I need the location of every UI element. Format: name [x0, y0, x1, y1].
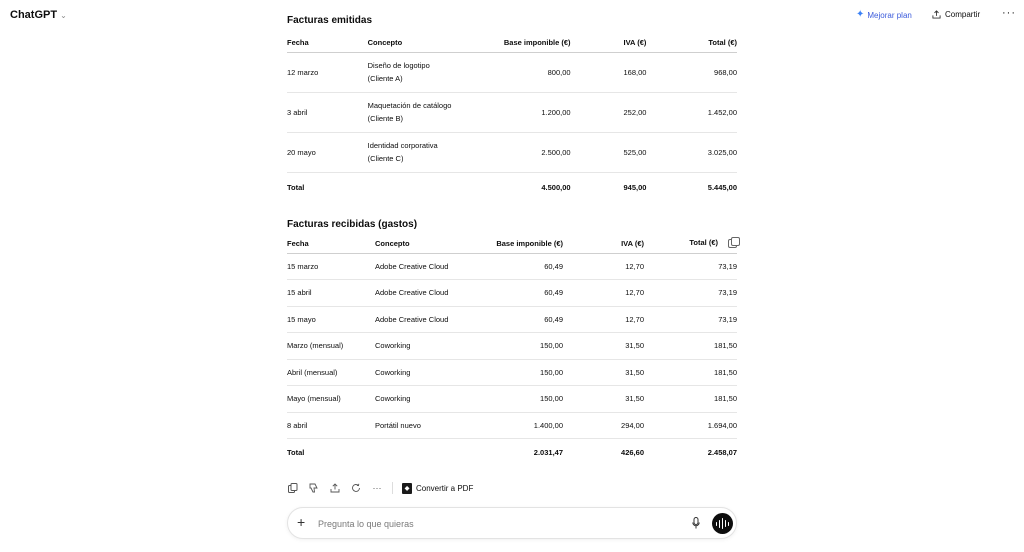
refresh-icon	[351, 483, 361, 493]
totals-label: Total	[287, 447, 305, 457]
totals-row	[287, 439, 737, 466]
column-header: Fecha	[287, 234, 375, 253]
date-cell: Marzo (mensual)	[287, 333, 375, 360]
composer	[287, 507, 737, 539]
thumbs-down-icon	[309, 483, 319, 493]
top-bar	[0, 0, 1024, 32]
concept-cell: Maquetación de catálogo (Cliente B)	[368, 92, 504, 132]
date-cell: 15 marzo	[287, 253, 375, 280]
date-cell: Abril (mensual)	[287, 359, 375, 386]
iva-cell: 12,70	[563, 280, 644, 307]
total-cell: 1.694,00	[644, 412, 737, 439]
copy-table-icon[interactable]	[728, 239, 737, 248]
column-header: Fecha	[287, 33, 368, 52]
base-cell: 2.500,00	[504, 132, 571, 172]
concept-cell: Coworking	[375, 386, 495, 413]
upload-icon	[330, 483, 340, 493]
copy-icon	[288, 483, 298, 493]
column-header: Total (€)	[646, 33, 737, 52]
total-iva: 945,00	[623, 182, 647, 192]
column-header: Base imponible (€)	[504, 33, 571, 52]
iva-cell: 168,00	[571, 52, 647, 92]
issued-invoices-title: Facturas emitidas	[287, 15, 373, 26]
share-button[interactable]	[932, 10, 980, 19]
total-base: 2.031,47	[533, 447, 563, 457]
concept-cell: Coworking	[375, 359, 495, 386]
plus-icon[interactable]: +	[297, 514, 306, 530]
date-cell: 3 abril	[287, 92, 368, 132]
sparkle-icon: ✦	[856, 9, 865, 20]
convert-to-pdf-button[interactable]	[402, 483, 473, 494]
date-cell: 15 abril	[287, 280, 375, 307]
divider	[392, 482, 393, 494]
voice-mode-button[interactable]	[712, 513, 733, 534]
table-row	[287, 280, 737, 307]
upgrade-plan-button[interactable]	[856, 10, 912, 20]
thumbs-down-button[interactable]	[308, 482, 320, 494]
total-cell: 968,00	[646, 52, 737, 92]
base-cell: 1.200,00	[504, 92, 571, 132]
base-cell: 60,49	[495, 306, 563, 333]
total-cell: 73,19	[644, 306, 737, 333]
total-cell: 3.025,00	[646, 132, 737, 172]
concept-cell: Portátil nuevo	[375, 412, 495, 439]
iva-cell: 12,70	[563, 253, 644, 280]
iva-cell: 31,50	[563, 386, 644, 413]
received-invoices-table	[287, 234, 737, 466]
column-header: Total (€)	[644, 234, 737, 253]
share-message-button[interactable]	[329, 482, 341, 494]
total-total: 5.445,00	[707, 182, 737, 192]
total-cell: 181,50	[644, 359, 737, 386]
iva-cell: 31,50	[563, 333, 644, 360]
base-cell: 1.400,00	[495, 412, 563, 439]
iva-cell: 12,70	[563, 306, 644, 333]
concept-cell: Diseño de logotipo (Cliente A)	[368, 52, 504, 92]
prompt-input[interactable]	[318, 516, 678, 532]
upgrade-plan-label: Mejorar plan	[867, 10, 912, 20]
column-header: Base imponible (€)	[495, 234, 563, 253]
total-cell: 73,19	[644, 253, 737, 280]
received-invoices-title: Facturas recibidas (gastos)	[287, 219, 418, 230]
column-header: Concepto	[375, 234, 495, 253]
concept-cell: Coworking	[375, 333, 495, 360]
table-header-row	[287, 33, 737, 52]
date-cell: 8 abril	[287, 412, 375, 439]
date-cell: Mayo (mensual)	[287, 386, 375, 413]
table-row	[287, 52, 737, 92]
date-cell: 15 mayo	[287, 306, 375, 333]
column-header: IVA (€)	[571, 33, 647, 52]
table-header-row	[287, 234, 737, 253]
table-row	[287, 412, 737, 439]
issued-invoices-table	[287, 33, 737, 202]
concept-cell: Adobe Creative Cloud	[375, 253, 495, 280]
base-cell: 150,00	[495, 386, 563, 413]
table-row	[287, 92, 737, 132]
model-selector[interactable]	[10, 9, 67, 21]
total-total: 2.458,07	[707, 447, 737, 457]
iva-cell: 252,00	[571, 92, 647, 132]
concept-cell: Adobe Creative Cloud	[375, 280, 495, 307]
total-cell: 1.452,00	[646, 92, 737, 132]
table-row	[287, 132, 737, 172]
total-iva: 426,60	[621, 447, 644, 457]
more-options-button[interactable]: ···	[1002, 7, 1016, 19]
regenerate-button[interactable]	[350, 482, 362, 494]
date-cell: 12 marzo	[287, 52, 368, 92]
iva-cell: 31,50	[563, 359, 644, 386]
convert-to-pdf-label: Convertir a PDF	[416, 483, 474, 493]
total-cell: 181,50	[644, 386, 737, 413]
pdf-icon: ◆	[402, 483, 412, 494]
table-row	[287, 386, 737, 413]
table-row	[287, 333, 737, 360]
base-cell: 60,49	[495, 253, 563, 280]
table-row	[287, 359, 737, 386]
copy-button[interactable]	[287, 482, 299, 494]
app-title: ChatGPT	[10, 9, 58, 21]
base-cell: 60,49	[495, 280, 563, 307]
date-cell: 20 mayo	[287, 132, 368, 172]
chevron-down-icon: ⌄	[60, 10, 67, 20]
total-cell: 73,19	[644, 280, 737, 307]
share-icon	[932, 10, 941, 19]
ellipsis-icon: ···	[372, 483, 382, 493]
column-header: IVA (€)	[563, 234, 644, 253]
base-cell: 150,00	[495, 359, 563, 386]
base-cell: 800,00	[504, 52, 571, 92]
table-row	[287, 306, 737, 333]
totals-label: Total	[287, 182, 305, 192]
total-base: 4.500,00	[541, 182, 571, 192]
more-actions-button[interactable]	[371, 482, 383, 494]
column-header: Concepto	[368, 33, 504, 52]
iva-cell: 294,00	[563, 412, 644, 439]
microphone-icon[interactable]	[692, 517, 700, 529]
total-cell: 181,50	[644, 333, 737, 360]
iva-cell: 525,00	[571, 132, 647, 172]
message-actions	[287, 482, 473, 494]
totals-row	[287, 172, 737, 202]
share-label: Compartir	[945, 10, 981, 19]
concept-cell: Identidad corporativa (Cliente C)	[368, 132, 504, 172]
base-cell: 150,00	[495, 333, 563, 360]
concept-cell: Adobe Creative Cloud	[375, 306, 495, 333]
table-row	[287, 253, 737, 280]
